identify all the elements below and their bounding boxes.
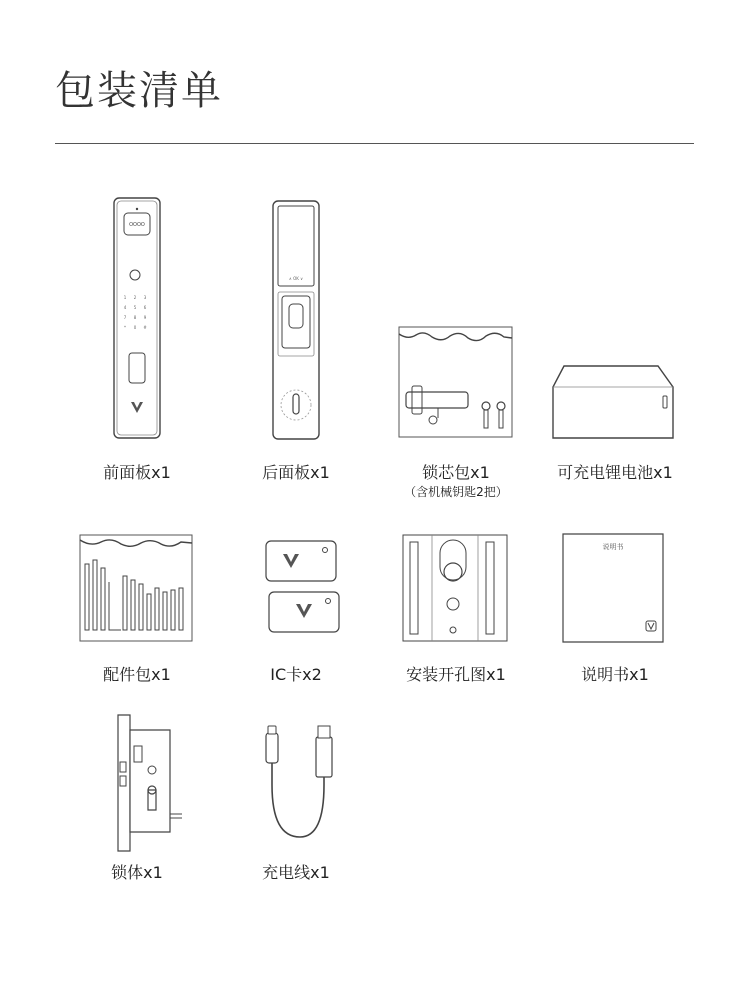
keypad-key: 9 — [143, 315, 147, 320]
caption-lock-body: 锁体x1 — [111, 863, 163, 882]
keypad-key: 4 — [123, 305, 127, 310]
front-screen-text: OOOO — [129, 222, 145, 228]
installation-template-illustration — [402, 534, 508, 642]
svg-text:∧ OK ∨: ∧ OK ∨ — [288, 276, 304, 281]
keypad-key: # — [143, 325, 147, 330]
page-title: 包装清单 — [55, 68, 223, 114]
caption-manual: 说明书x1 — [581, 665, 649, 684]
caption-lock-cylinder-note: （含机械钥匙2把） — [404, 485, 508, 499]
title-divider — [55, 143, 694, 144]
accessory-pack-illustration — [79, 534, 193, 642]
battery-illustration — [552, 365, 674, 439]
keypad-key: 3 — [143, 295, 147, 300]
lock-body-illustration — [110, 714, 184, 852]
caption-ic-cards: IC卡x2 — [270, 665, 322, 684]
keypad-key: 2 — [133, 295, 137, 300]
ic-cards-illustration — [265, 540, 341, 634]
caption-front-panel: 前面板x1 — [103, 463, 171, 482]
keypad-key: * — [124, 325, 126, 330]
keypad-key: 8 — [133, 315, 137, 320]
charging-cable-illustration — [262, 725, 338, 841]
keypad-key: 0 — [133, 325, 137, 330]
caption-lock-cylinder: 锁芯包x1 — [422, 463, 490, 482]
keypad-key: 1 — [123, 295, 127, 300]
keypad-key: 6 — [143, 305, 147, 310]
manual-cover-text: 说明书 — [602, 543, 624, 551]
lock-cylinder-pack-illustration — [398, 326, 513, 438]
caption-charging-cable: 充电线x1 — [262, 863, 330, 882]
manual-illustration — [562, 533, 664, 643]
front-panel-illustration — [113, 197, 161, 439]
caption-accessory-pack: 配件包x1 — [103, 665, 171, 684]
caption-install-template: 安装开孔图x1 — [406, 665, 506, 684]
back-panel-illustration — [272, 200, 320, 440]
caption-battery: 可充电锂电池x1 — [557, 463, 673, 482]
keypad-key: 5 — [133, 305, 137, 310]
keypad-key: 7 — [123, 315, 127, 320]
caption-back-panel: 后面板x1 — [262, 463, 330, 482]
